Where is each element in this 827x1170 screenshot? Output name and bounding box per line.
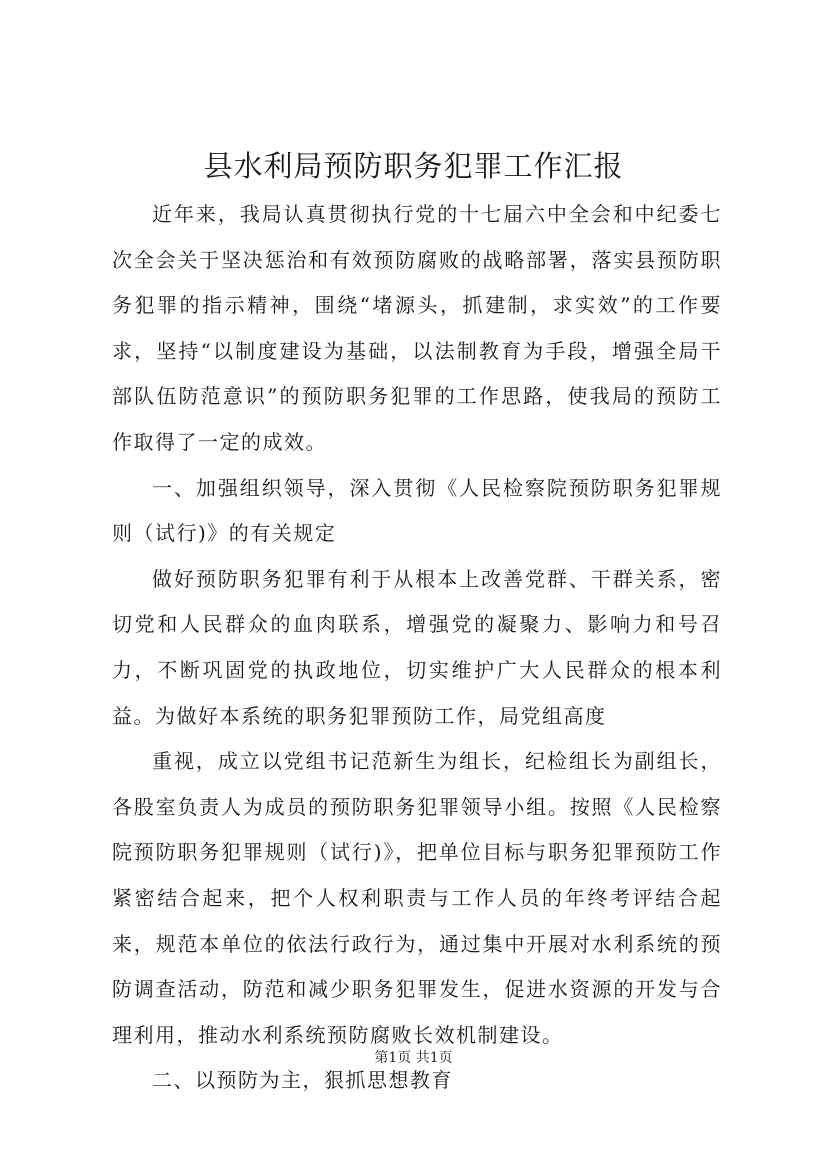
document-title: 县水利局预防职务犯罪工作汇报: [203, 149, 624, 183]
paragraph-section-1-continued: 重视，成立以党组书记范新生为组长，纪检组长为副组长，各股室负责人为成员的预防职务犯罪领导小组。按照《人民检察院预防职务犯罪规则（试行)》，把单位目标与职务犯罪预防工作紧密结合起来，把个人权利职责与工作人员的年终考评结合起来，规范本单位的依法行政行为，通过集中开展对水利系统的预防调查活动，防范和减少职务犯罪发生，促进水资源的开发与合理利用，推动水利系统预防腐败长效机制建设。: [112, 749, 722, 1047]
paragraph-section-1: 做好预防职务犯罪有利于从根本上改善党群、干群关系，密切党和人民群众的血肉联系，增强党的凝聚力、影响力和号召力，不断巩固党的执政地位，切实维护广大人民群众的根本利益。为做好本系统的职务犯罪预防工作，局党组高度: [112, 566, 722, 728]
document-body: [112, 192, 722, 1104]
page-number-footer: 第1页 共1页: [374, 1050, 453, 1066]
section-heading-1: 一、加强组织领导，深入贯彻《人民检察院预防职务犯罪规则（试行)》的有关规定: [112, 475, 722, 546]
paragraph-intro: 近年来，我局认真贯彻执行党的十七届六中全会和中纪委七次全会关于坚决惩治和有效预防腐败的战略部署，落实县预防职务犯罪的指示精神，围绕“堵源头，抓建制，求实效”的工作要求，坚持“以制度建设为基础，以法制教育为手段，增强全局干部队伍防范意识”的预防职务犯罪的工作思路，使我局的预防工作取得了一定的成效。: [112, 202, 722, 454]
section-heading-2: 二、以预防为主，狠抓思想教育: [152, 1068, 453, 1093]
